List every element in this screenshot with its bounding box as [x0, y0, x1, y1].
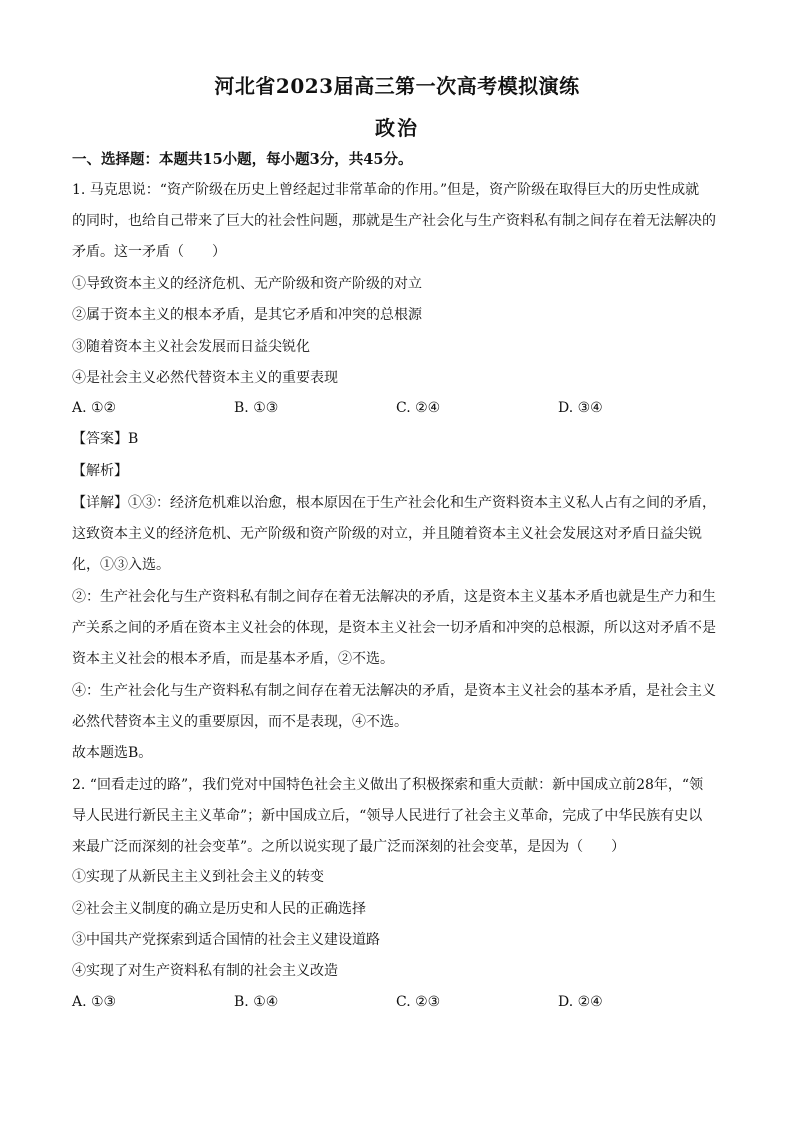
q1-detail-line: 这致资本主义的经济危机、无产阶级和资产阶级的对立，并且随着资本主义社会发展这对矛盾日益尖锐	[72, 526, 702, 542]
q2-item: ④实现了对生产资料私有制的社会主义改造	[72, 963, 338, 979]
q1-detail-line: ②：生产社会化与生产资料私有制之间存在着无法解决的矛盾，这是资本主义基本矛盾也就是生产力和生	[72, 589, 716, 605]
q1-item: ③随着资本主义社会发展而日益尖锐化	[72, 339, 310, 355]
q1-detail-line: 资本主义社会的根本矛盾，而是基本矛盾，②不选。	[72, 651, 394, 667]
q2-stem-line: 来最广泛而深刻的社会变革”。之所以说实现了最广泛而深刻的社会变革，是因为（ ）	[72, 839, 626, 855]
q1-detail-line: ④：生产社会化与生产资料私有制之间存在着无法解决的矛盾，是资本主义社会的基本矛盾，是社会主义	[72, 683, 716, 699]
q2-option-d: D. ②④	[558, 994, 603, 1010]
q1-detail-line: 产关系之间的矛盾在资本主义社会的体现，是资本主义社会一切矛盾和冲突的总根源，所以这对矛盾不是	[72, 620, 716, 636]
q1-item: ①导致资本主义的经济危机、无产阶级和资产阶级的对立	[72, 276, 422, 292]
q2-option-b: B. ①④	[234, 994, 279, 1010]
q2-stem-line: 导人民进行新民主主义革命”；新中国成立后，“领导人民进行了社会主义革命，完成了中华民族有史以	[72, 808, 703, 824]
q1-stem-line: 的同时，也给自己带来了巨大的社会性问题，那就是生产社会化与生产资料私有制之间存在着无法解决的	[72, 213, 716, 229]
q2-item: ①实现了从新民主主义到社会主义的转变	[72, 869, 324, 885]
q1-option-c: C. ②④	[396, 400, 441, 416]
q1-answer: 【答案】B	[72, 431, 139, 447]
q1-option-b: B. ①③	[234, 400, 279, 416]
q2-option-c: C. ②③	[396, 994, 441, 1010]
document-title: 河北省2023届高三第一次高考模拟演练	[214, 74, 580, 98]
q1-option-d: D. ③④	[558, 400, 603, 416]
q2-stem-line: 2. “回看走过的路”，我们党对中国特色社会主义做出了积极探索和重大贡献：新中国成立前28年，“领	[72, 777, 704, 793]
q1-detail-line: 化，①③入选。	[72, 557, 170, 573]
q1-stem-line: 矛盾。这一矛盾（ ）	[72, 244, 226, 260]
q2-item: ②社会主义制度的确立是历史和人民的正确选择	[72, 901, 366, 917]
document-subject: 政治	[375, 116, 419, 140]
q1-stem-line: 1. 马克思说：“资产阶级在历史上曾经起过非常革命的作用。”但是，资产阶级在取得巨大的历史性成就	[72, 182, 700, 198]
q1-item: ④是社会主义必然代替资本主义的重要表现	[72, 370, 338, 386]
q2-option-a: A. ①③	[72, 994, 117, 1010]
q1-detail-line: 必然代替资本主义的重要原因，而不是表现，④不选。	[72, 714, 408, 730]
q1-item: ②属于资本主义的根本矛盾，是其它矛盾和冲突的总根源	[72, 307, 422, 323]
section-heading: 一、选择题：本题共15小题，每小题3分，共45分。	[72, 151, 413, 168]
q1-analysis-label: 【解析】	[72, 463, 128, 479]
q1-detail-line: 【详解】①③：经济危机难以治愈，根本原因在于生产社会化和生产资料资本主义私人占有之间的矛盾，	[72, 495, 716, 511]
q1-option-a: A. ①②	[72, 400, 117, 416]
q2-item: ③中国共产党探索到适合国情的社会主义建设道路	[72, 932, 380, 948]
q1-conclusion: 故本题选B。	[72, 745, 153, 761]
